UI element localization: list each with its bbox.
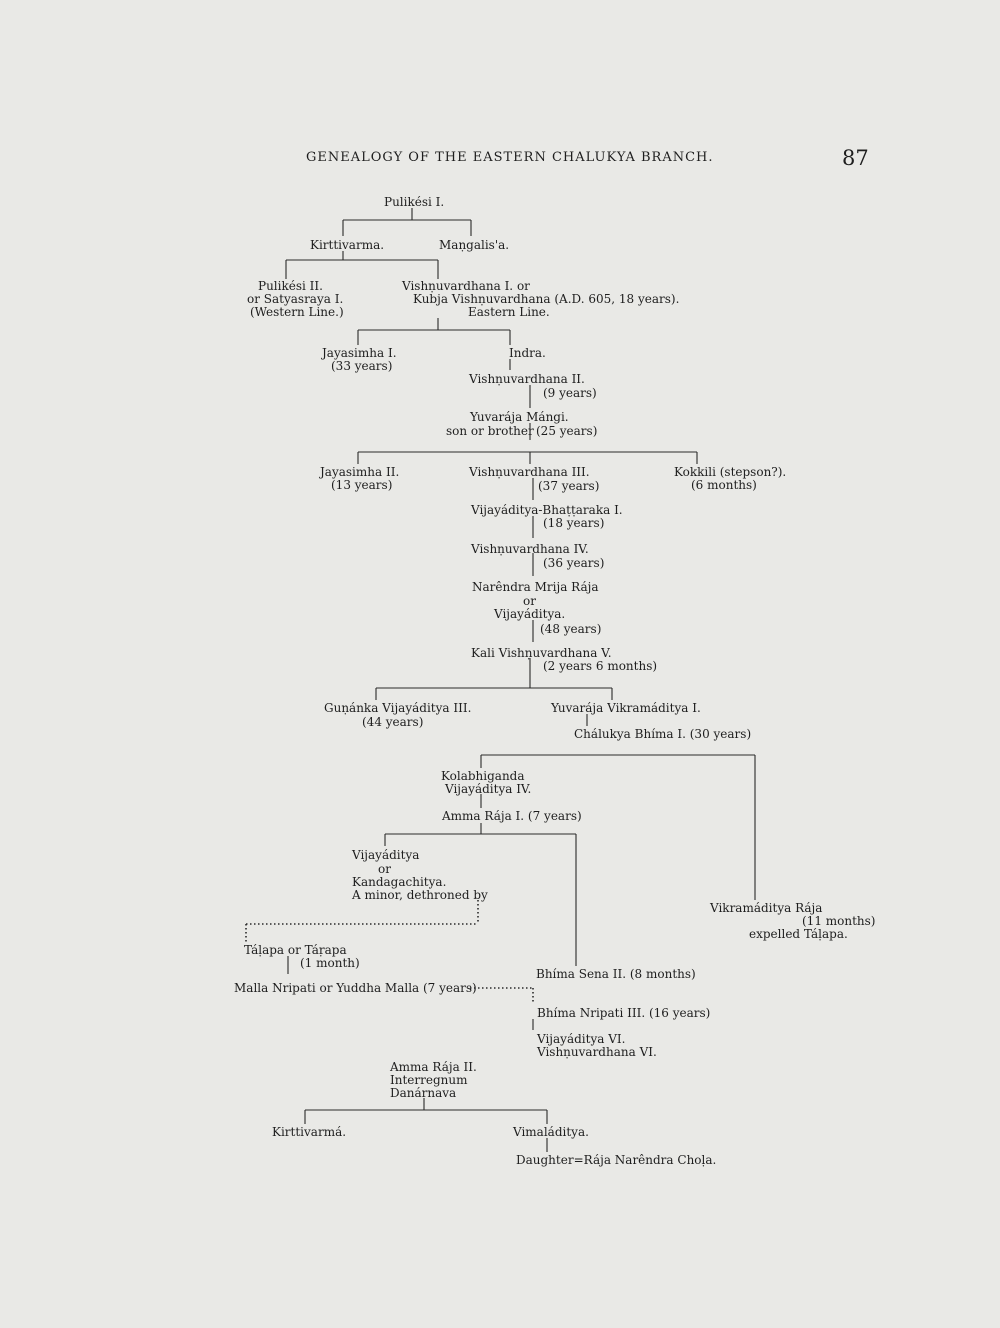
node-kandagachitya-alias: Kandagachitya. (352, 875, 447, 889)
node-talapa-months: (1 month) (300, 956, 360, 970)
node-jayasimha-2-years: (13 years) (331, 478, 393, 492)
node-vijayaditya-1: Vijayáditya-Bhaṭṭaraka I. (471, 503, 623, 517)
node-gunanka-vijayaditya-3: Guṇánka Vijayáditya III. (324, 701, 472, 715)
node-vishnuvardhana-1-alias: Kubja Vishṇuvardhana (A.D. 605, 18 years). (413, 292, 680, 306)
node-yuvaraja-mangi: Yuvarája Mángi. (470, 410, 569, 424)
node-narendra-years: (48 years) (540, 622, 602, 636)
node-daughter: Daughter=Rája Narêndra Choḷa. (516, 1153, 717, 1167)
node-narendra-mrija-raja: Narêndra Mrija Rája (472, 580, 599, 594)
node-kokkili-months: (6 months) (691, 478, 757, 492)
node-jayasimha-1: Jayasimha I. (322, 346, 397, 360)
node-interregnum: Interregnum (390, 1073, 468, 1087)
node-vishnuvardhana-2: Vishṇuvardhana II. (469, 372, 585, 386)
node-kokkili: Kokkili (stepson?). (674, 465, 787, 479)
node-pulikesi-2-line: (Western Line.) (250, 305, 344, 319)
node-vishnuvardhana-5: Kali Vishṇuvardhana V. (471, 646, 612, 660)
node-vishnuvardhana-3: Vishṇuvardhana III. (469, 465, 590, 479)
node-vishnuvardhana-5-years: (2 years 6 months) (543, 659, 658, 673)
node-amma-raja-1: Amma Rája I. (7 years) (442, 809, 582, 823)
node-malla-nripati: Malla Nripati or Yuddha Malla (7 years) (234, 981, 477, 995)
node-vikramaditya-raja: Vikramáditya Rája (710, 901, 823, 915)
node-pulikesi-1: Pulikési I. (384, 195, 445, 209)
node-narendra-or: or (523, 594, 536, 608)
node-narendra-vijayaditya: Vijayáditya. (494, 607, 566, 621)
node-vijayaditya-1-years: (18 years) (543, 516, 605, 530)
node-amma-raja-2: Amma Rája II. (390, 1060, 477, 1074)
node-mangalisa: Maṇgalis'a. (439, 238, 510, 252)
node-vishnuvardhana-4-years: (36 years) (543, 556, 605, 570)
node-yuvaraja-mangi-years: (25 years) (536, 424, 598, 438)
node-vikramaditya-raja-note: expelled Táḷapa. (749, 927, 848, 941)
node-talapa: Táḷapa or Táṛapa (244, 943, 347, 957)
node-vishnuvardhana-6: Vishṇuvardhana VI. (537, 1045, 657, 1059)
node-kandagachitya-or: or (378, 862, 391, 876)
node-kolabhiganda: Kolabhiganda (441, 769, 525, 783)
node-vimaladitya: Vimaláditya. (513, 1125, 589, 1139)
node-yuvaraja-mangi-relation: son or brother (446, 424, 534, 438)
node-vijayaditya-4: Vijayáditya IV. (445, 782, 532, 796)
node-vishnuvardhana-1-line: Eastern Line. (468, 305, 550, 319)
node-chalukya-bhima-1: Chálukya Bhíma I. (30 years) (574, 727, 752, 741)
node-vishnuvardhana-3-years: (37 years) (538, 479, 600, 493)
node-indra: Indra. (509, 346, 546, 360)
node-kandagachitya-note: A minor, dethroned by (352, 888, 488, 902)
node-vikramaditya-raja-months: (11 months) (802, 914, 876, 928)
page-title: GENEALOGY OF THE EASTERN CHALUKYA BRANCH. (306, 150, 714, 165)
node-danarnava: Danárnava (390, 1086, 457, 1100)
node-jayasimha-1-years: (33 years) (331, 359, 393, 373)
node-bhima-nripati-3: Bhíma Nripati III. (16 years) (537, 1006, 711, 1020)
node-gunanka-years: (44 years) (362, 715, 424, 729)
node-vishnuvardhana-4: Vishṇuvardhana IV. (471, 542, 589, 556)
node-vishnuvardhana-1: Vishṇuvardhana I. or (402, 279, 530, 293)
node-bhima-sena-2: Bhíma Sena II. (8 months) (536, 967, 696, 981)
node-kirttivarma-2: Kirttivarmá. (272, 1125, 347, 1139)
node-yuvaraja-vikramaditya-1: Yuvarája Vikramáditya I. (551, 701, 701, 715)
node-kandagachitya: Vijayáditya (352, 848, 420, 862)
node-pulikesi-2-alias: or Satyasraya I. (247, 292, 344, 306)
page-number: 87 (842, 146, 869, 170)
node-vishnuvardhana-2-years: (9 years) (543, 386, 597, 400)
node-pulikesi-2: Pulikési II. (258, 279, 323, 293)
node-kirttivarma: Kirttivarma. (310, 238, 385, 252)
node-jayasimha-2: Jayasimha II. (320, 465, 400, 479)
node-vijayaditya-6: Vijayáditya VI. (537, 1032, 626, 1046)
